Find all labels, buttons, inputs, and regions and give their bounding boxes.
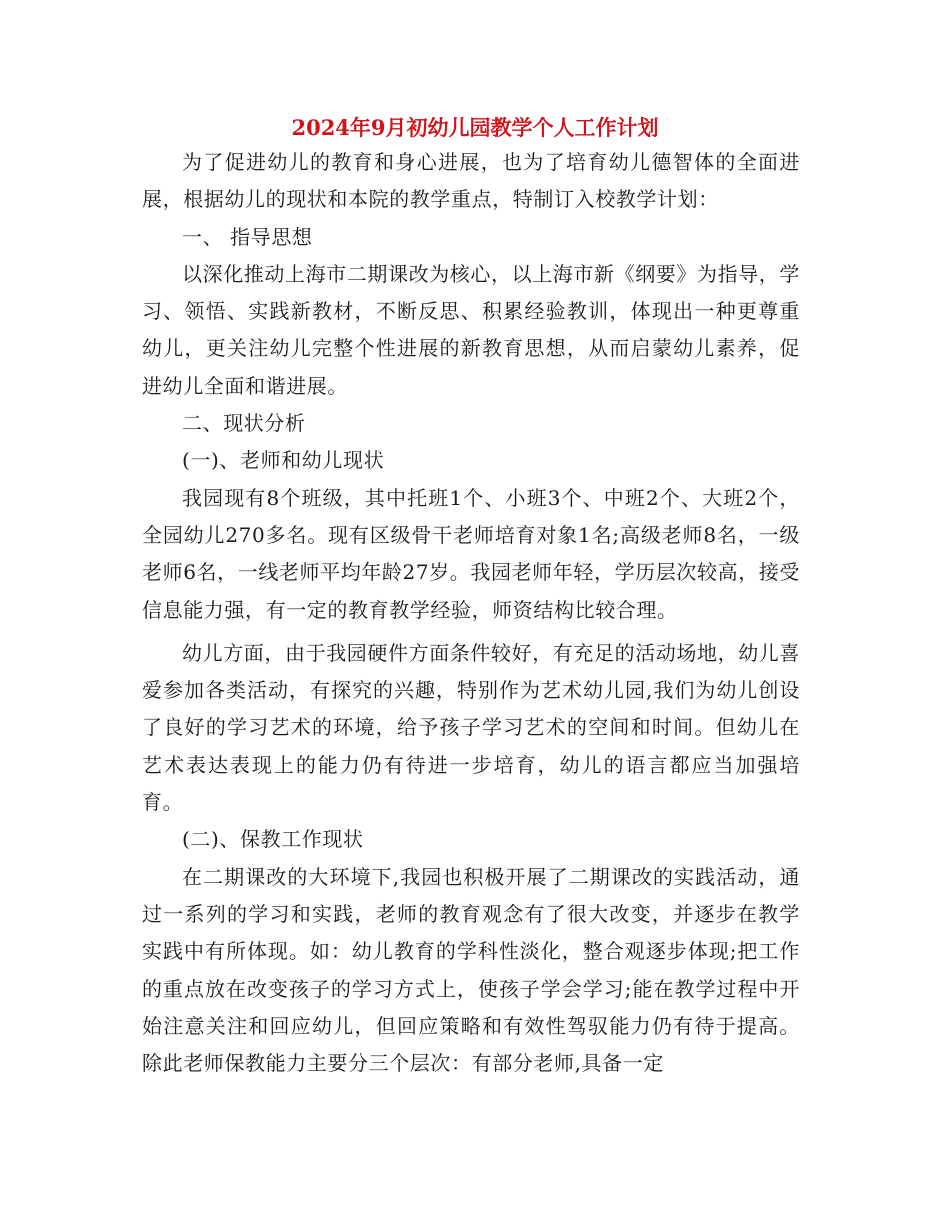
children-status-paragraph: 幼儿方面，由于我园硬件方面条件较好，有充足的活动场地，幼儿喜爱参加各类活动，有探究的兴趣，特别作为艺术幼儿园,我们为幼儿创设了良好的学习艺术的环境，给予孩子学习艺术的空间和时间。但幼儿在艺术表达表现上的能力仍有待进一步培育，幼儿的语言都应当加强培育。 [142, 640, 800, 815]
teachers-status-paragraph: 我园现有8个班级，其中托班1个、小班3个、中班2个、大班2个，全园幼儿270多名。现有区级骨干老师培育对象1名;高级老师8名，一级老师6名，一线老师平均年龄27岁。我园老师年轻，学历层次较高，接受信息能力强，有一定的教育教学经验，师资结构比较合理。 [142, 485, 800, 622]
section-heading-guiding-thought: 一、 指导思想 [182, 224, 313, 249]
care-education-paragraph: 在二期课改的大环境下,我园也积极开展了二期课改的实践活动，通过一系列的学习和实践，老师的教育观念有了很大改变，并逐步在教学实践中有所体现。如：幼儿教育的学科性淡化，整合观逐步体现;把工作的重点放在改变孩子的学习方式上，使孩子学会学习;能在教学过程中开始注意关注和回应幼儿，但回应策略和有效性驾驭能力仍有待于提高。除此老师保教能力主要分三个层次：有部分老师,具备一定 [142, 864, 800, 1076]
intro-paragraph: 为了促进幼儿的教育和身心进展，也为了培育幼儿德智体的全面进展，根据幼儿的现状和本院的教学重点，特制订入校教学计划： [142, 150, 800, 212]
section-heading-status-analysis: 二、现状分析 [182, 411, 306, 436]
subsection-heading-teachers-children: (一)、老师和幼儿现状 [182, 448, 385, 473]
document-title: 2024年9月初幼儿园教学个人工作计划 [291, 115, 659, 140]
subsection-heading-care-education: (二)、保教工作现状 [182, 827, 364, 852]
guiding-thought-paragraph: 以深化推动上海市二期课改为核心，以上海市新《纲要》为指导，学习、领悟、实践新教材，不断反思、积累经验教训，体现出一种更尊重幼儿，更关注幼儿完整个性进展的新教育思想，从而启蒙幼儿素养，促进幼儿全面和谐进展。 [142, 261, 800, 398]
